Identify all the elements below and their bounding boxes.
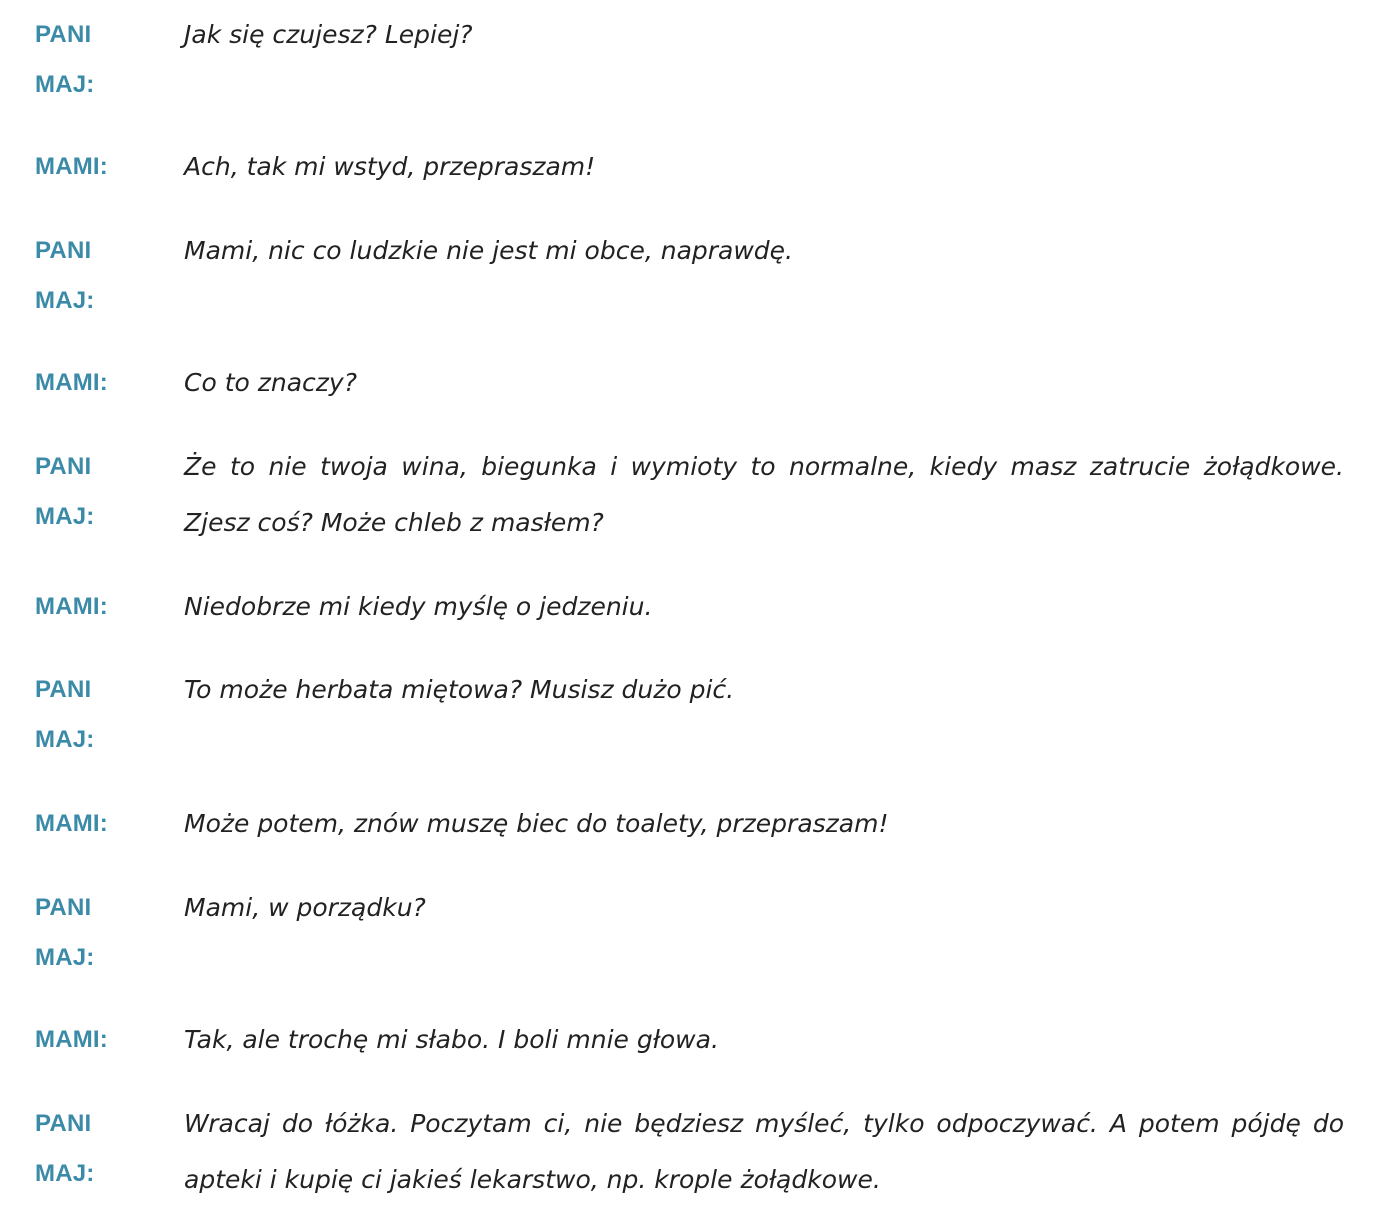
speaker-label: [35, 358, 155, 408]
dialogue-line: Jak się czujesz? Lepiej?: [184, 20, 473, 49]
speaker-label: [35, 883, 155, 983]
dialogue-line: Mami, w porządku?: [184, 893, 426, 922]
speaker-label-line: MAMI:: [35, 369, 108, 396]
speaker-label: [35, 442, 155, 542]
dialogue-line: Wracaj do łóżka. Poczytam ci, nie będziesz myśleć, tylko odpoczywać. A potem pójdę do apteki i kupię ci jakieś lekarstwo, np. krople żołądkowe.: [184, 1109, 1344, 1194]
speaker-label-line: PANI: [35, 894, 92, 921]
speaker-label-line: MAJ:: [35, 503, 95, 530]
speaker-label-line: MAJ:: [35, 944, 95, 971]
speaker-label-line: PANI: [35, 453, 92, 480]
speaker-label: [35, 10, 155, 110]
speaker-label-line: MAMI:: [35, 593, 108, 620]
speaker-label-line: MAMI:: [35, 810, 108, 837]
speaker-label-line: PANI: [35, 237, 92, 264]
speaker-label-line: MAMI:: [35, 1026, 108, 1053]
speaker-label-line: MAJ:: [35, 287, 95, 314]
dialogue-line: Ach, tak mi wstyd, przepraszam!: [184, 152, 596, 181]
dialogue-line: To może herbata miętowa? Musisz dużo pić.: [184, 675, 735, 704]
speaker-label: [35, 665, 155, 765]
speaker-label: [35, 142, 155, 192]
speaker-label: [35, 1015, 155, 1065]
speaker-label: [35, 226, 155, 326]
speaker-label-line: PANI: [35, 676, 92, 703]
speaker-label-line: MAJ:: [35, 71, 95, 98]
speaker-label: [35, 582, 155, 632]
dialogue-line: Co to znaczy?: [184, 368, 357, 397]
dialogue-line: Tak, ale trochę mi słabo. I boli mnie głowa.: [184, 1025, 719, 1054]
speaker-label: [35, 1099, 155, 1199]
speaker-label-line: MAJ:: [35, 1160, 95, 1187]
speaker-label-line: PANI: [35, 21, 92, 48]
dialogue-line: Niedobrze mi kiedy myślę o jedzeniu.: [184, 592, 653, 621]
speaker-label-line: MAJ:: [35, 726, 95, 753]
speaker-label: [35, 799, 155, 849]
dialogue-line: Mami, nic co ludzkie nie jest mi obce, naprawdę.: [184, 236, 794, 265]
speaker-label-line: PANI: [35, 1110, 92, 1137]
dialogue-line: Może potem, znów muszę biec do toalety, przepraszam!: [184, 809, 889, 838]
speaker-label-line: MAMI:: [35, 153, 108, 180]
dialogue-line: Że to nie twoja wina, biegunka i wymioty to normalne, kiedy masz zatrucie żołądkowe. Zjesz coś? Może chleb z masłem?: [184, 452, 1344, 537]
